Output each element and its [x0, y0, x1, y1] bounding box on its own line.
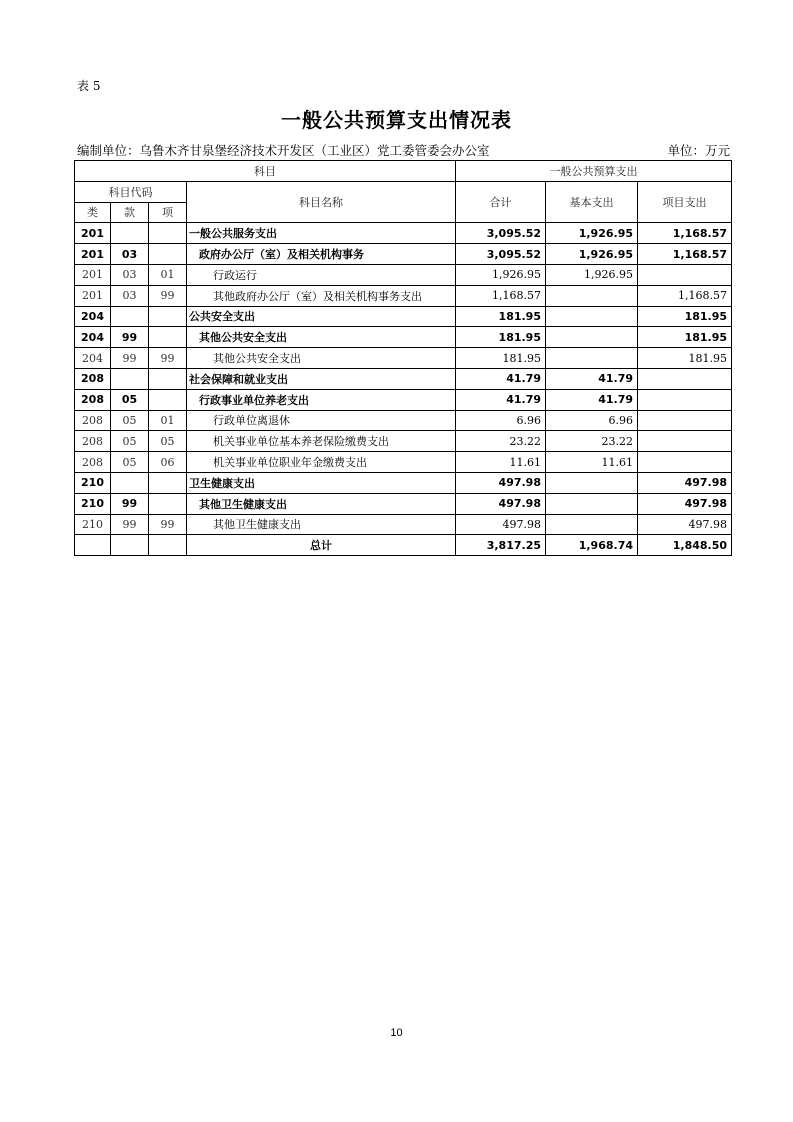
empty-cell	[75, 535, 111, 556]
subject-name-cell: 政府办公厅（室）及相关机构事务	[187, 244, 456, 265]
lei-cell: 201	[75, 223, 111, 244]
xiang-cell	[149, 368, 187, 389]
kuan-cell: 99	[111, 514, 149, 535]
project-cell	[638, 452, 732, 473]
subject-name-cell: 行政运行	[187, 264, 456, 285]
xiang-cell	[149, 389, 187, 410]
lei-cell: 204	[75, 306, 111, 327]
total-cell: 11.61	[456, 452, 546, 473]
xiang-cell: 01	[149, 264, 187, 285]
basic-cell	[546, 285, 638, 306]
project-cell: 1,168.57	[638, 223, 732, 244]
lei-cell: 208	[75, 410, 111, 431]
total-cell: 1,926.95	[456, 264, 546, 285]
project-cell: 181.95	[638, 327, 732, 348]
project-cell	[638, 389, 732, 410]
total-cell: 497.98	[456, 514, 546, 535]
basic-cell: 23.22	[546, 431, 638, 452]
subject-header: 科目	[75, 161, 456, 182]
currency-unit: 单位：万元	[667, 143, 730, 158]
subject-name-cell: 其他公共安全支出	[187, 327, 456, 348]
table-row	[75, 514, 732, 535]
total-cell: 1,168.57	[456, 285, 546, 306]
code-header: 科目代码	[75, 181, 187, 202]
basic-cell	[546, 493, 638, 514]
xiang-cell: 01	[149, 410, 187, 431]
subject-name-cell: 行政单位离退休	[187, 410, 456, 431]
compiling-unit: 编制单位：乌鲁木齐甘泉堡经济技术开发区（工业区）党工委管委会办公室	[77, 143, 490, 158]
basic-cell: 41.79	[546, 389, 638, 410]
total-cell: 181.95	[456, 327, 546, 348]
lei-cell: 201	[75, 264, 111, 285]
kuan-cell: 05	[111, 389, 149, 410]
table-row	[75, 389, 732, 410]
lei-cell: 210	[75, 493, 111, 514]
total-cell: 497.98	[456, 472, 546, 493]
xiang-header: 项	[149, 202, 187, 223]
xiang-cell: 05	[149, 431, 187, 452]
subject-name-cell: 一般公共服务支出	[187, 223, 456, 244]
table-row	[75, 472, 732, 493]
xiang-cell	[149, 244, 187, 265]
total-cell: 497.98	[456, 493, 546, 514]
subject-name-cell: 行政事业单位养老支出	[187, 389, 456, 410]
lei-cell: 201	[75, 285, 111, 306]
table-number: 表 5	[77, 79, 101, 93]
project-cell: 181.95	[638, 306, 732, 327]
kuan-cell: 03	[111, 264, 149, 285]
total-cell: 6.96	[456, 410, 546, 431]
table-row	[75, 264, 732, 285]
table-row	[75, 493, 732, 514]
grand-total-cell: 3,817.25	[456, 535, 546, 556]
project-cell: 497.98	[638, 514, 732, 535]
total-cell: 181.95	[456, 306, 546, 327]
xiang-cell: 99	[149, 514, 187, 535]
kuan-cell: 03	[111, 285, 149, 306]
kuan-header: 款	[111, 202, 149, 223]
budget-header: 一般公共预算支出	[456, 161, 732, 182]
table-row	[75, 452, 732, 473]
table-row	[75, 431, 732, 452]
total-label-cell: 总计	[187, 535, 456, 556]
xiang-cell: 99	[149, 285, 187, 306]
total-cell: 3,095.52	[456, 223, 546, 244]
lei-cell: 210	[75, 472, 111, 493]
project-cell	[638, 431, 732, 452]
lei-cell: 208	[75, 452, 111, 473]
basic-cell	[546, 327, 638, 348]
grand-project-cell: 1,848.50	[638, 535, 732, 556]
table-row	[75, 327, 732, 348]
basic-cell: 41.79	[546, 368, 638, 389]
basic-header: 基本支出	[546, 181, 638, 223]
xiang-cell: 06	[149, 452, 187, 473]
lei-cell: 210	[75, 514, 111, 535]
kuan-cell: 99	[111, 327, 149, 348]
kuan-cell: 05	[111, 410, 149, 431]
project-cell: 181.95	[638, 348, 732, 369]
total-cell: 41.79	[456, 389, 546, 410]
basic-cell	[546, 306, 638, 327]
basic-cell	[546, 514, 638, 535]
subject-name-cell: 其他卫生健康支出	[187, 493, 456, 514]
xiang-cell: 99	[149, 348, 187, 369]
grand-basic-cell: 1,968.74	[546, 535, 638, 556]
total-header: 合计	[456, 181, 546, 223]
project-cell: 1,168.57	[638, 285, 732, 306]
table-row	[75, 244, 732, 265]
project-cell: 497.98	[638, 472, 732, 493]
lei-cell: 201	[75, 244, 111, 265]
kuan-cell	[111, 223, 149, 244]
total-cell: 181.95	[456, 348, 546, 369]
lei-header: 类	[75, 202, 111, 223]
project-cell	[638, 410, 732, 431]
lei-cell: 204	[75, 327, 111, 348]
table-row	[75, 410, 732, 431]
table-row	[75, 306, 732, 327]
project-cell	[638, 264, 732, 285]
basic-cell	[546, 348, 638, 369]
kuan-cell: 99	[111, 348, 149, 369]
subject-name-cell: 其他卫生健康支出	[187, 514, 456, 535]
page-title: 一般公共预算支出情况表	[281, 108, 512, 132]
xiang-cell	[149, 493, 187, 514]
subject-name-cell: 卫生健康支出	[187, 472, 456, 493]
total-row	[75, 535, 732, 556]
table-row	[75, 368, 732, 389]
xiang-cell	[149, 306, 187, 327]
total-cell: 3,095.52	[456, 244, 546, 265]
project-cell: 497.98	[638, 493, 732, 514]
budget-expenditure-table	[74, 160, 732, 556]
project-cell	[638, 368, 732, 389]
subject-name-cell: 其他政府办公厅（室）及相关机构事务支出	[187, 285, 456, 306]
subject-name-cell: 社会保障和就业支出	[187, 368, 456, 389]
kuan-cell: 99	[111, 493, 149, 514]
kuan-cell	[111, 472, 149, 493]
basic-cell: 6.96	[546, 410, 638, 431]
subject-name-cell: 其他公共安全支出	[187, 348, 456, 369]
name-header: 科目名称	[187, 181, 456, 223]
subject-name-cell: 公共安全支出	[187, 306, 456, 327]
xiang-cell	[149, 327, 187, 348]
basic-cell: 11.61	[546, 452, 638, 473]
kuan-cell: 05	[111, 431, 149, 452]
xiang-cell	[149, 472, 187, 493]
kuan-cell: 05	[111, 452, 149, 473]
empty-cell	[111, 535, 149, 556]
subject-name-cell: 机关事业单位职业年金缴费支出	[187, 452, 456, 473]
kuan-cell	[111, 368, 149, 389]
basic-cell: 1,926.95	[546, 264, 638, 285]
project-cell: 1,168.57	[638, 244, 732, 265]
page-number: 10	[390, 1027, 403, 1039]
xiang-cell	[149, 223, 187, 244]
subject-name-cell: 机关事业单位基本养老保险缴费支出	[187, 431, 456, 452]
lei-cell: 208	[75, 431, 111, 452]
basic-cell	[546, 472, 638, 493]
basic-cell: 1,926.95	[546, 244, 638, 265]
table-row	[75, 285, 732, 306]
total-cell: 23.22	[456, 431, 546, 452]
basic-cell: 1,926.95	[546, 223, 638, 244]
table-row	[75, 348, 732, 369]
kuan-cell: 03	[111, 244, 149, 265]
total-cell: 41.79	[456, 368, 546, 389]
lei-cell: 208	[75, 389, 111, 410]
kuan-cell	[111, 306, 149, 327]
empty-cell	[149, 535, 187, 556]
table-row	[75, 223, 732, 244]
lei-cell: 208	[75, 368, 111, 389]
lei-cell: 204	[75, 348, 111, 369]
project-header: 项目支出	[638, 181, 732, 223]
